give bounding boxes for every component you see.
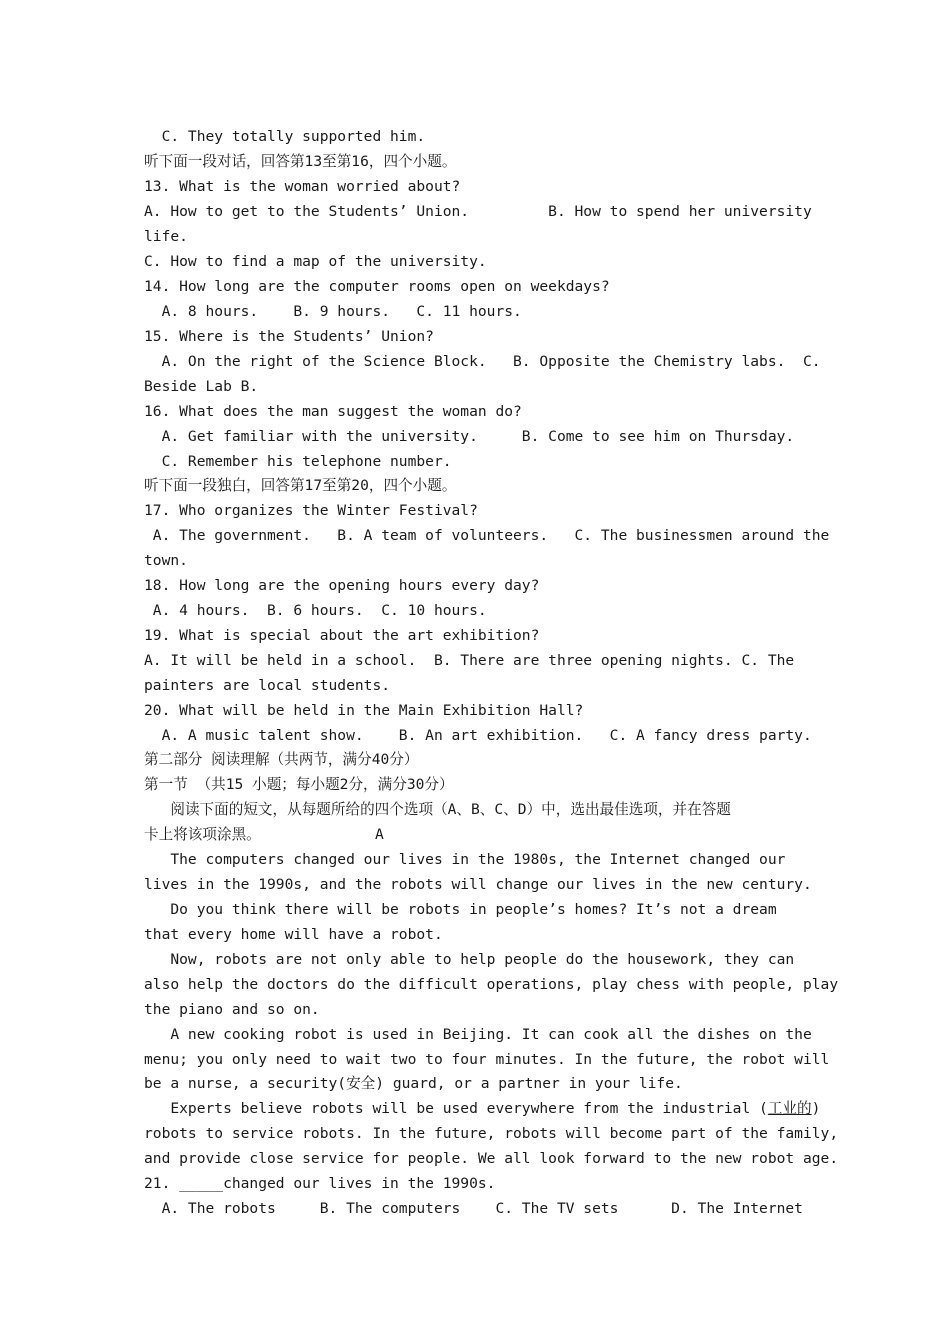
passage-p1-line1: The computers changed our lives in the 1980s, the Internet changed our: [144, 851, 786, 868]
section-instruction-13-16: 听下面一段对话，回答第13至第16，四个小题。: [144, 153, 457, 170]
passage-p3-line3: the piano and so on.: [144, 1001, 320, 1018]
section-instruction-17-20: 听下面一段独白，回答第17至第20，四个小题。: [144, 477, 457, 494]
q15-options: A. On the right of the Science Block. B. Opposite the Chemistry labs. C.: [144, 353, 821, 370]
question-15: 15. Where is the Students’ Union?: [144, 328, 434, 345]
q13-options-ab: A. How to get to the Students’ Union. B. How to spend her university: [144, 203, 812, 220]
passage-p5-line3: and provide close service for people. We all look forward to the new robot age.: [144, 1150, 839, 1167]
question-19: 19. What is special about the art exhibition?: [144, 627, 540, 644]
passage-p2-line1: Do you think there will be robots in people’s homes? It’s not a dream: [144, 901, 777, 918]
part-two-heading: 第二部分 阅读理解（共两节，满分40分）: [144, 751, 419, 768]
question-18: 18. How long are the opening hours every day?: [144, 577, 540, 594]
passage-p3-line2: also help the doctors do the difficult operations, play chess with people, play: [144, 976, 839, 993]
question-14: 14. How long are the computer rooms open on weekdays?: [144, 278, 610, 295]
question-17: 17. Who organizes the Winter Festival?: [144, 502, 478, 519]
q21-options: A. The robots B. The computers C. The TV sets D. The Internet: [144, 1200, 803, 1217]
passage-p5-line1: [144, 1099, 821, 1119]
q19-options-cont: painters are local students.: [144, 677, 391, 694]
section-one-heading: 第一节 （共15 小题；每小题2分，满分30分）: [144, 776, 454, 793]
q18-options: A. 4 hours. B. 6 hours. C. 10 hours.: [144, 602, 487, 619]
industrial-gloss: 工业的: [767, 1100, 812, 1117]
reading-instruction-cont: 卡上将该项涂黑。 A: [144, 826, 384, 843]
q17-options-cont: town.: [144, 552, 188, 569]
passage-p4-line1: A new cooking robot is used in Beijing. It can cook all the dishes on the: [144, 1026, 812, 1043]
q13-options-ab-cont: life.: [144, 228, 188, 245]
q15-options-cont: Beside Lab B.: [144, 378, 259, 395]
reading-instruction: 阅读下面的短文，从每题所给的四个选项（A、B、C、D）中，选出最佳选项，并在答题: [144, 801, 731, 818]
q13-option-c: C. How to find a map of the university.: [144, 253, 487, 270]
q16-option-c: C. Remember his telephone number.: [144, 453, 452, 470]
passage-p5-line2: robots to service robots. In the future, robots will become part of the family,: [144, 1125, 839, 1142]
q16-options-ab: A. Get familiar with the university. B. Come to see him on Thursday.: [144, 428, 795, 445]
gloss-close-paren: ): [811, 1100, 821, 1117]
question-16: 16. What does the man suggest the woman do?: [144, 403, 522, 420]
passage-p2-line2: that every home will have a robot.: [144, 926, 443, 943]
q20-options: A. A music talent show. B. An art exhibition. C. A fancy dress party.: [144, 727, 812, 744]
passage-p3-line1: Now, robots are not only able to help people do the housework, they can: [144, 951, 795, 968]
q12-option-c: C. They totally supported him.: [144, 128, 426, 145]
q14-options: A. 8 hours. B. 9 hours. C. 11 hours.: [144, 303, 522, 320]
q17-options: A. The government. B. A team of volunteers. C. The businessmen around the: [144, 527, 830, 544]
question-21: 21. _____changed our lives in the 1990s.: [144, 1175, 496, 1192]
q19-options: A. It will be held in a school. B. There are three opening nights. C. The: [144, 652, 795, 669]
passage-p4-line2: menu; you only need to wait two to four minutes. In the future, the robot will: [144, 1051, 830, 1068]
passage-p1-line2: lives in the 1990s, and the robots will change our lives in the new century.: [144, 876, 812, 893]
passage-p5-text: Experts believe robots will be used everywhere from the industrial (: [144, 1100, 768, 1117]
passage-p4-line3: be a nurse, a security(安全) guard, or a partner in your life.: [144, 1075, 683, 1092]
question-13: 13. What is the woman worried about?: [144, 178, 461, 195]
question-20: 20. What will be held in the Main Exhibition Hall?: [144, 702, 584, 719]
